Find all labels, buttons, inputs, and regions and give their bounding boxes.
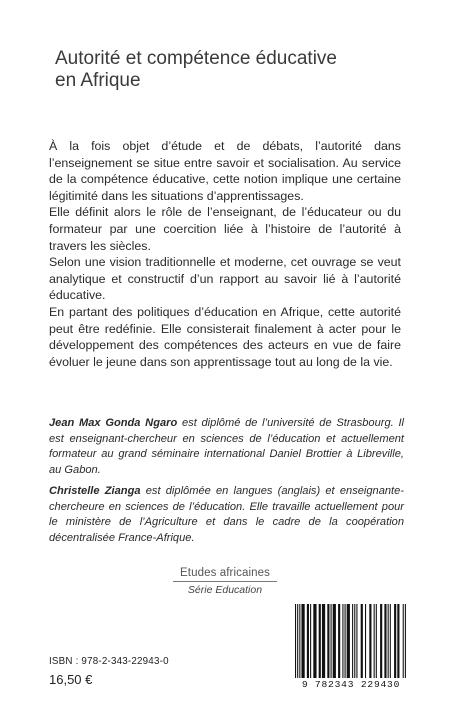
author-description-1: est diplômé de l’université de Strasbourg. Il est enseignant-chercheur en sciences de l’éducation et actuellement formateur au grand séminaire international Daniel Brottier à Libreville, au Gabon. <box>49 417 404 476</box>
summary-paragraph: Elle définit alors le rôle de l’enseignant, de l’éducateur ou du formateur par une coercition liée à l’histoire de l’autorité à travers les siècles. <box>49 205 401 253</box>
collection-block <box>0 567 450 596</box>
price-label: 16,50 € <box>49 672 93 687</box>
book-title-line-1: Autorité et compétence éducative <box>55 48 338 69</box>
book-title-line-2: en Afrique <box>55 70 141 91</box>
summary-paragraph: En partant des politiques d’éducation en Afrique, cette autorité peut être redéfinie. Elle consisterait finalement à acter pour le développement des compétences des acteurs en vue de faire évoluer le jeune dans son apprentissage tout au long de la vie. <box>49 304 401 369</box>
back-cover-summary <box>49 138 401 370</box>
author-name-2: Christelle Zianga <box>49 485 141 497</box>
collection-series: Série Education <box>187 584 263 596</box>
author-bio-2 <box>49 484 404 546</box>
author-description-2: est diplômée en langues (anglais) et enseignante-chercheure en sciences de l’éducation. Elle travaille actuellement pour le ministère de l’Agriculture et dans le cadre de la coopération décentralisée France-Afrique. <box>49 485 404 544</box>
barcode-digits: 9 782343 229430 <box>301 679 401 690</box>
author-name-1: Jean Max Gonda Ngaro <box>49 417 178 429</box>
summary-paragraph: Selon une vision traditionnelle et moderne, cet ouvrage se veut analytique et constructif d’un rapport au savoir lié à l’autorité éducative. <box>49 255 401 303</box>
summary-paragraph: À la fois objet d’étude et de débats, l’autorité dans l’enseignement se situe entre savoir et socialisation. Au service de la compétence éducative, cette notion implique une certaine légitimité dans les situations d’apprentissages. <box>49 139 401 203</box>
collection-divider <box>173 581 277 582</box>
barcode-bars-icon <box>291 600 411 680</box>
book-title <box>55 48 415 92</box>
author-bio-1 <box>49 416 404 478</box>
collection-name: Etudes africaines <box>180 567 270 579</box>
barcode <box>291 600 411 692</box>
isbn-label: ISBN : 978-2-343-22943-0 <box>49 656 169 667</box>
